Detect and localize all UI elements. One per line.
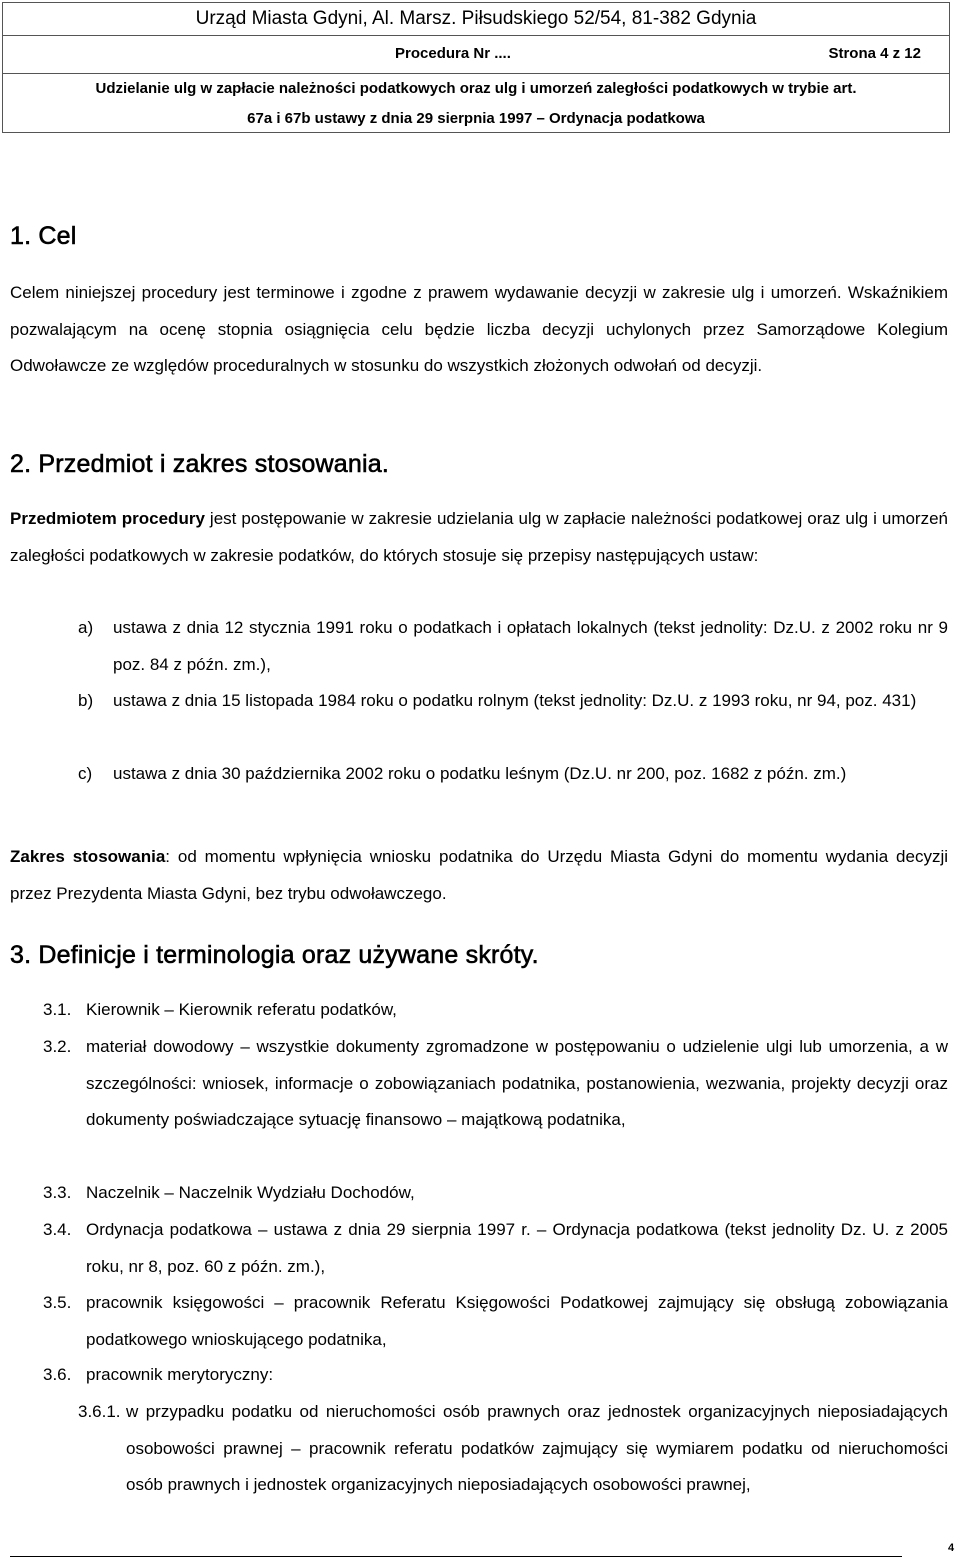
page-indicator: Strona 4 z 12 — [828, 45, 921, 62]
office-address: Urząd Miasta Gdyni, Al. Marsz. Piłsudskiego 52/54, 81-382 Gdynia — [195, 8, 757, 29]
definition-number: 3.6.1. — [78, 1402, 121, 1421]
law-marker: b) — [78, 691, 94, 710]
page-number: 4 — [948, 1542, 955, 1554]
scope-rest: : od momentu wpłynięcia wniosku podatnika do Urzędu Miasta Gdyni do momentu wydania decyzji przez Prezydenta Miasta Gdyni, bez trybu odwoławczego. — [10, 847, 948, 903]
definition-text: pracownik księgowości – pracownik Referatu Księgowości Podatkowej zajmujący się obsługą zobowiązania podatkowego wnioskującego podatnika, — [86, 1293, 948, 1349]
definition-text: Kierownik – Kierownik referatu podatków, — [86, 1000, 397, 1019]
scope-text — [10, 839, 948, 912]
section-1-text: Celem niniejszej procedury jest terminowe i zgodne z prawem wydawanie decyzji w zakresie ulg i umorzeń. Wskaźnikiem pozwalającym na ocenę stopnia osiągnięcia celu będzie liczba decyzji uchylonych przez Samorządowe Kolegium Odwoławcze ze względów proceduralnych w stosunku do wszystkich złożonych odwołań od decyzji. — [10, 283, 948, 375]
scope-bold: Zakres stosowania — [10, 847, 166, 866]
document-header — [2, 2, 950, 133]
definition-number: 3.4. — [43, 1220, 72, 1239]
definition-text: w przypadku podatku od nieruchomości osób prawnych oraz jednostek organizacyjnych nieposiadających osobowości prawnej – pracownik referatu podatków zajmujący się wymiarem podatku od nieruchomości osób prawnych i jednostek organizacyjnych nieposiadających osobowości prawnej, — [126, 1402, 948, 1494]
header-subject-row — [3, 73, 949, 134]
procedure-subject-line-1: Udzielanie ulg w zapłacie należności podatkowych oraz ulg i umorzeń zaległości podatkowych w trybie art. — [95, 80, 857, 97]
definition-number: 3.3. — [43, 1183, 72, 1202]
procedure-subject-line-2: 67a i 67b ustawy z dnia 29 sierpnia 1997 – Ordynacja podatkowa — [247, 110, 705, 127]
definition-number: 3.2. — [43, 1037, 72, 1056]
definition-text: Ordynacja podatkowa – ustawa z dnia 29 sierpnia 1997 r. – Ordynacja podatkowa (tekst jednolity Dz. U. z 2005 roku, nr 8, poz. 60 z późn. zm.), — [86, 1220, 948, 1276]
header-office-row — [3, 3, 949, 36]
section-2-heading: 2. Przedmiot i zakres stosowania. — [10, 450, 389, 478]
law-marker: c) — [78, 764, 93, 783]
definition-text: pracownik merytoryczny: — [86, 1365, 274, 1384]
definition-number: 3.1. — [43, 1000, 72, 1019]
section-2-intro-rest: jest postępowanie w zakresie udzielania ulg w zapłacie należności podatkowej oraz ulg i umorzeń zaległości podatkowych w zakresie podatków, do których stosuje się przepisy następujących ustaw: — [10, 509, 949, 565]
law-text: ustawa z dnia 30 października 2002 roku o podatku leśnym (Dz.U. nr 200, poz. 1682 z późn. zm.) — [113, 764, 847, 783]
definition-text: materiał dowodowy – wszystkie dokumenty zgromadzone w postępowaniu o udzielenie ulgi lub umorzenia, a w szczególności: wniosek, informacje o zobowiązaniach podatnika, postanowienia, wezwania, projekty decyzji oraz dokumenty poświadczające sytuację finansowo – majątkową podatnika, — [86, 1037, 948, 1129]
law-text: ustawa z dnia 12 stycznia 1991 roku o podatkach i opłatach lokalnych (tekst jednolity: Dz.U. z 2002 roku nr 9 poz. 84 z późn. zm.), — [113, 618, 948, 674]
definition-number: 3.6. — [43, 1365, 72, 1384]
section-1-heading: 1. Cel — [10, 222, 77, 250]
law-text: ustawa z dnia 15 listopada 1984 roku o podatku rolnym (tekst jednolity: Dz.U. z 1993 roku, nr 94, poz. 431) — [113, 691, 917, 710]
definition-text: Naczelnik – Naczelnik Wydziału Dochodów, — [86, 1183, 415, 1202]
header-procedure-row — [3, 35, 949, 74]
procedure-number: Procedura Nr .... — [395, 45, 511, 62]
law-marker: a) — [78, 618, 94, 637]
footer-rule — [10, 1556, 902, 1557]
section-2-intro-bold: Przedmiotem procedury — [10, 509, 205, 528]
definition-number: 3.5. — [43, 1293, 72, 1312]
section-2-intro — [10, 501, 948, 574]
section-3-heading: 3. Definicje i terminologia oraz używane skróty. — [10, 941, 539, 969]
